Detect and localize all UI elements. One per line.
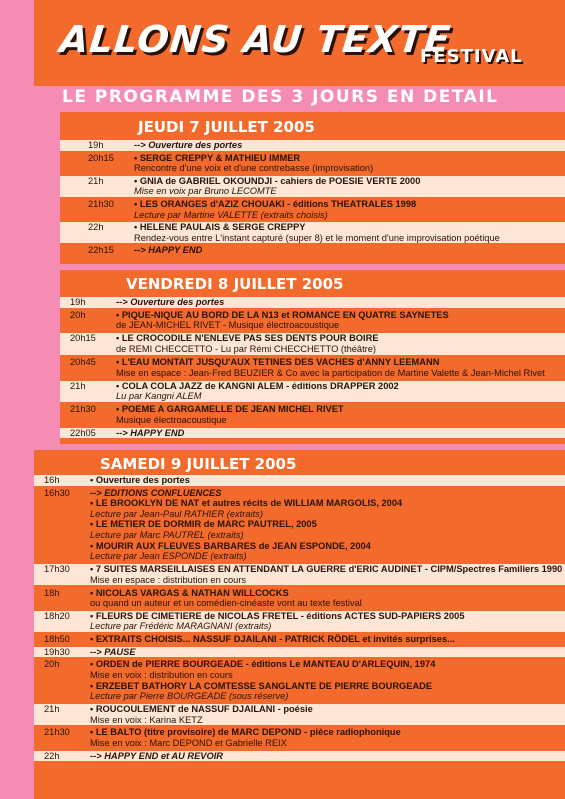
entry-time: 20h	[70, 309, 86, 320]
day-section-jeudi	[60, 112, 565, 264]
entry-line: • SERGE CREPPY & MATHIEU IMMER	[134, 152, 301, 163]
festival-label: FESTIVAL	[420, 46, 523, 67]
entry-details	[90, 588, 565, 609]
entry-time: 21h	[44, 704, 60, 714]
entry-details	[134, 176, 565, 197]
entry-details	[134, 199, 565, 220]
entry-line: Musique électroacoustique	[116, 414, 227, 425]
entry-time: 21h	[88, 175, 104, 186]
entry-line: de REMI CHECCETTO - Lu par Rémi CHECCHETTO (théâtre)	[116, 343, 377, 354]
entry-line: Lecture par Frédéric MARAGNANI (extraits)	[90, 621, 272, 632]
entry-details	[90, 659, 565, 701]
entry-details	[134, 222, 565, 243]
entry-time: 22h05	[70, 427, 96, 438]
day-title: JEUDI 7 JUILLET 2005	[138, 118, 315, 136]
entry-details	[116, 357, 565, 378]
program-entry	[34, 704, 565, 725]
entry-details	[90, 647, 565, 658]
entry-line: Mise en espace : distribution en cours	[90, 574, 247, 585]
entry-line: • NICOLAS VARGAS & NATHAN WILLCOCKS	[90, 587, 289, 598]
entry-line: • LE CROCODILE N'ENLEVE PAS SES DENTS POUR BOIRE	[116, 333, 379, 344]
entry-line: Mise en voix par Bruno LECOMTE	[134, 186, 277, 197]
program-entry	[60, 199, 565, 220]
entry-line: • HELENE PAULAIS & SERGE CREPPY	[134, 222, 306, 233]
entry-details	[90, 704, 565, 725]
entry-line: de JEAN-MICHEL RIVET - Musique électroacoustique	[116, 320, 340, 331]
entry-details	[116, 333, 565, 354]
entry-line: • FLEURS DE CIMETIERE de NICOLAS FRETEL - éditions ACTES SUD-PAPIERS 2005	[90, 610, 465, 621]
entry-line: • LES ORANGES d'AZIZ CHOUAKI - éditions THEATRALES 1998	[134, 199, 417, 209]
day-section-samedi	[34, 450, 565, 799]
entry-line: Mise en voix : distribution en cours	[90, 669, 233, 680]
entry-line: Mise en espace : Jean-Fred BEUZIER & Co avec la participation de Martine Valette & Jean-Michel Rivet	[116, 367, 545, 378]
entry-details	[90, 488, 565, 562]
entry-line: • GNIA de GABRIEL OKOUNDJI - cahiers de POESIE VERTE 2000	[134, 175, 421, 186]
festival-title: ALLONS AU TEXTE	[57, 18, 454, 61]
entry-time: 19h30	[44, 646, 70, 657]
entry-details	[90, 727, 565, 748]
entry-line: • Ouverture des portes	[90, 475, 190, 485]
program-entry	[60, 297, 565, 308]
entry-time: 17h30	[44, 564, 70, 575]
entry-line: • ERZEBET BATHORY LA COMTESSE SANGLANTE DE PIERRE BOURGEADE	[90, 680, 433, 691]
entry-line: ou quand un auteur et un comédien-cinéaste vont au texte festival	[90, 598, 362, 609]
entry-line: Lecture par Jean-Paul RATHIER (extraits)	[90, 508, 263, 519]
day-section-vendredi	[60, 270, 565, 444]
entry-details	[116, 297, 565, 308]
program-entry	[60, 428, 565, 439]
entry-time: 18h20	[44, 610, 70, 621]
entry-line: Lecture par Marc PAUTREL (extraits)	[90, 530, 244, 541]
entry-line: Lu par Kangni ALEM	[116, 391, 202, 402]
entry-line: Lecture par Martine VALETTE (extraits choisis)	[134, 209, 328, 220]
entry-details	[90, 611, 565, 632]
program-entry	[34, 488, 565, 562]
entry-line: • LE METIER DE DORMIR de MARC PAUTREL, 2005	[90, 519, 317, 530]
entry-time: 19h	[88, 140, 104, 150]
entry-details	[90, 564, 565, 585]
entry-line: • COLA COLA JAZZ de KANGNI ALEM - éditions DRAPPER 2002	[116, 380, 399, 391]
entry-line: • ROUCOULEMENT de NASSUF DJAILANI - poésie	[90, 704, 313, 714]
entry-line: Rencontre d'une voix et d'une contrebasse (improvisation)	[134, 163, 374, 174]
entry-line: • POEME A GARGAMELLE DE JEAN MICHEL RIVET	[116, 404, 344, 415]
program-entry	[60, 381, 565, 402]
entry-line: • EXTRAITS CHOISIS... NASSUF DJAILANI - PATRICK RÖDEL et invités surprises...	[90, 634, 455, 645]
program-entry	[34, 659, 565, 701]
entry-line: • ORDEN de PIERRE BOURGEADE - éditions Le MANTEAU D'ARLEQUIN, 1974	[90, 659, 436, 670]
entry-time: 18h50	[44, 634, 70, 645]
program-entry	[34, 647, 565, 658]
entry-time: 20h15	[88, 152, 114, 163]
entry-details	[116, 404, 565, 425]
program-entry	[34, 611, 565, 632]
entry-time: 16h30	[44, 487, 70, 498]
entry-details	[90, 634, 565, 645]
entry-line: • LE BROOKLYN DE NAT et autres récits de WILLIAM MARGOLIS, 2004	[90, 498, 403, 509]
entry-line: • LE BALTO (titre provisoire) de MARC DEPOND - pièce radiophonique	[90, 727, 401, 738]
entry-time: 19h	[70, 297, 86, 307]
entry-time: 22h	[44, 750, 60, 761]
entry-line: Lecture par Jean ESPONDE (extraits)	[90, 551, 247, 562]
program-entry	[34, 588, 565, 609]
day-title: VENDREDI 8 JUILLET 2005	[126, 275, 344, 293]
entry-line: --> Ouverture des portes	[134, 140, 243, 150]
entry-line: --> EDITIONS CONFLUENCES	[90, 487, 222, 498]
entry-time: 20h15	[70, 333, 96, 344]
entry-line: --> HAPPY END et AU REVOIR	[90, 750, 224, 761]
program-entry	[60, 153, 565, 174]
entry-details	[116, 310, 565, 331]
entry-time: 22h15	[88, 245, 114, 256]
program-entry	[60, 140, 565, 151]
entry-time: 20h	[44, 659, 60, 670]
entry-line: • MOURIR AUX FLEUVES BARBARES de JEAN ESPONDE, 2004	[90, 540, 371, 551]
entry-line: --> HAPPY END	[116, 427, 185, 438]
entry-line: Rendez-vous entre L'instant capturé (super 8) et le moment d'une improvisation poétique	[134, 232, 500, 243]
program-entry	[34, 634, 565, 645]
entry-time: 16h	[44, 475, 60, 485]
entry-time: 21h	[70, 380, 86, 391]
entry-details	[90, 475, 565, 486]
entry-details	[116, 381, 565, 402]
entry-time: 21h30	[44, 727, 70, 738]
entry-line: • L'EAU MONTAIT JUSQU'AUX TETINES DES VACHES d'ANNY LEEMANN	[116, 357, 440, 367]
program-entry	[60, 176, 565, 197]
program-entry	[34, 727, 565, 748]
entry-time: 21h30	[88, 199, 114, 209]
entry-line: --> Ouverture des portes	[116, 297, 225, 307]
program-entry	[60, 310, 565, 331]
entry-details	[90, 751, 565, 762]
entry-line: --> PAUSE	[90, 646, 136, 657]
entry-details	[134, 153, 565, 174]
entry-line: • PIQUE-NIQUE AU BORD DE LA N13 et ROMANCE EN QUATRE SAYNETES	[116, 309, 449, 320]
entry-time: 22h	[88, 222, 104, 233]
entry-line: Lecture par Pierre BOURGEADE (sous réserve)	[90, 691, 289, 702]
entry-line: --> HAPPY END	[134, 245, 203, 256]
program-entry	[34, 475, 565, 486]
entry-details	[134, 245, 565, 256]
entry-line: • 7 SUITES MARSEILLAISES EN ATTENDANT LA GUERRE d'ERIC AUDINET - CIPM/Spectres Familiers 1990	[90, 564, 563, 575]
entry-line: Mise en voix : Marc DEPOND et Gabrielle REIX	[90, 737, 287, 748]
entry-line: Mise en voix : Karina KETZ	[90, 714, 203, 725]
program-entry	[60, 333, 565, 354]
program-entry	[60, 404, 565, 425]
entry-time: 20h45	[70, 357, 96, 367]
program-entry	[60, 245, 565, 256]
entry-details	[116, 428, 565, 439]
program-entry	[60, 222, 565, 243]
entry-time: 18h	[44, 587, 60, 598]
program-entry	[34, 564, 565, 585]
program-entry	[60, 357, 565, 378]
program-entry	[34, 751, 565, 762]
day-title: SAMEDI 9 JUILLET 2005	[100, 455, 297, 473]
entry-details	[134, 140, 565, 151]
program-subtitle: LE PROGRAMME DES 3 JOURS EN DETAIL	[62, 87, 499, 107]
entry-time: 21h30	[70, 404, 96, 415]
